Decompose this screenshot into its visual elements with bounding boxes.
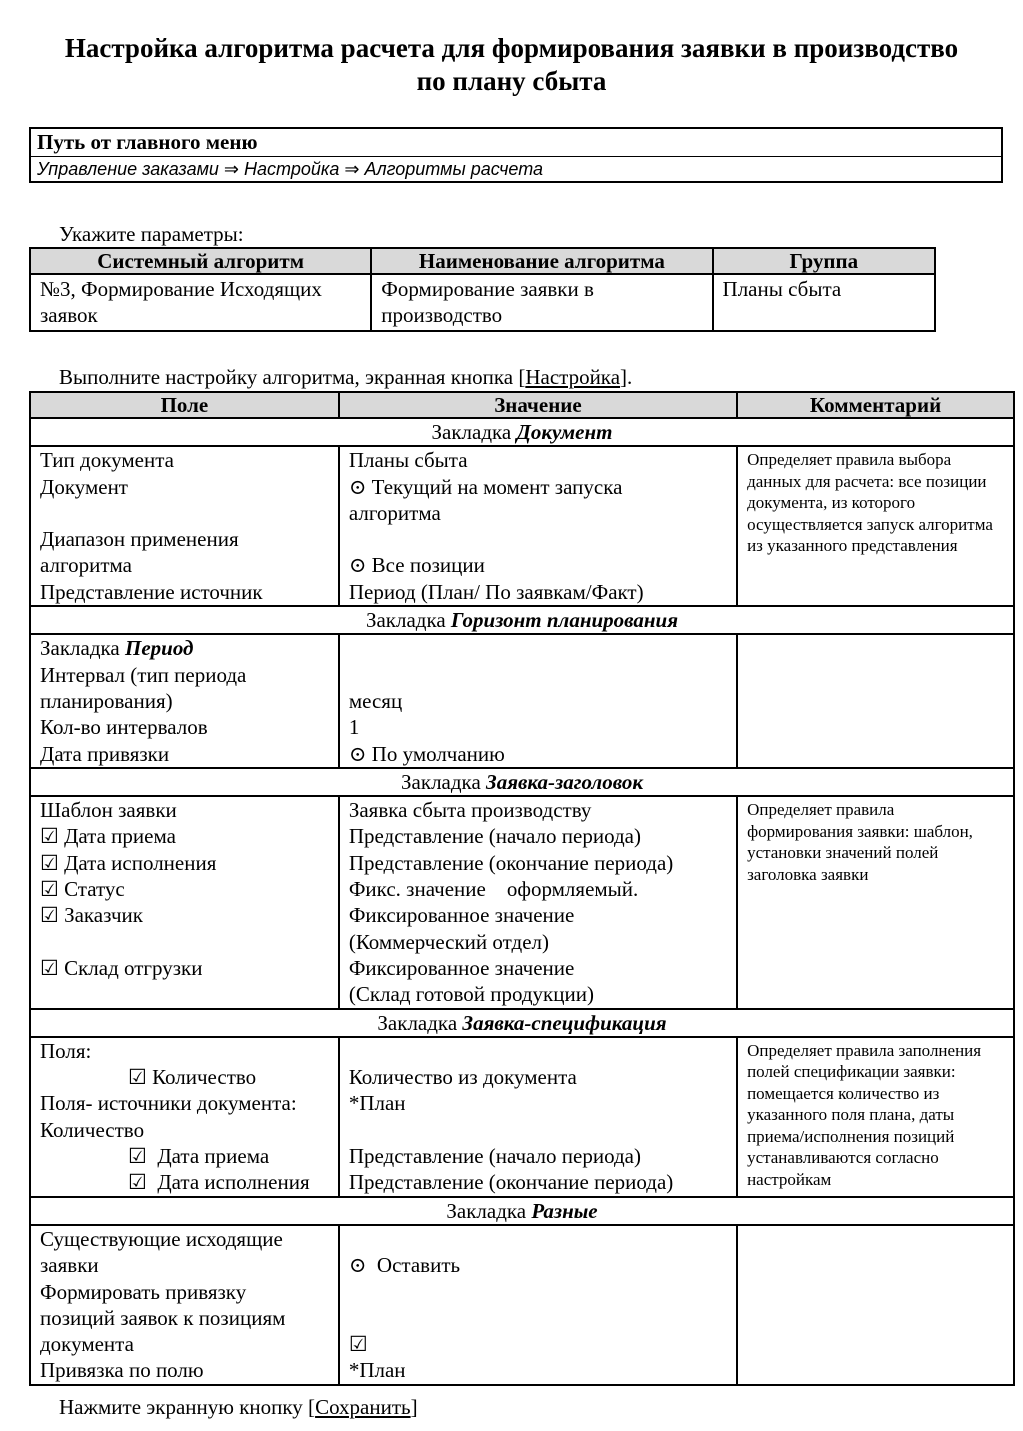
value-binding-field: *План <box>348 1358 406 1383</box>
field-form-binding-cont: позиций заявок к позициям <box>40 1305 286 1330</box>
field-receive-date: ☑ Дата приема <box>40 824 176 849</box>
title-line-2: по плану сбыта <box>416 66 607 96</box>
field-period-tab-word: Закладка <box>40 636 120 661</box>
setup-instruction-end: ]. <box>620 365 633 389</box>
field-doc-type: Тип документа <box>40 448 174 473</box>
doc-fields <box>30 446 339 606</box>
comment-document: Определяет правила выбора данных для расчета: все позиции документа, из которого осуществляется запуск алгоритма из указанного представления <box>737 446 1014 606</box>
tab-header-name: Заявка-заголовок <box>486 769 643 794</box>
params-header-group: Группа <box>713 248 935 274</box>
section-misc <box>30 1197 1014 1225</box>
value-quantity-source: *План <box>348 1091 406 1116</box>
tab-word: Закладка <box>431 420 512 444</box>
menu-path-box <box>29 127 1003 183</box>
field-quantity: ☑ Количество <box>128 1065 257 1090</box>
value-doc-type: Планы сбыта <box>348 448 468 473</box>
field-range: Диапазон применения <box>40 527 239 552</box>
save-instruction <box>59 1394 418 1420</box>
save-instruction-text: Нажмите экранную кнопку [ <box>59 1395 316 1419</box>
value-spec-receive-date: Представление (начало периода) <box>348 1144 641 1169</box>
save-button[interactable]: Сохранить <box>315 1395 411 1419</box>
field-fields: Поля: <box>40 1038 92 1063</box>
field-form-binding-cont2: документа <box>40 1332 134 1357</box>
setup-instruction-text: Выполните настройку алгоритма, экранная кнопка [ <box>59 365 526 389</box>
settings-header-comment: Комментарий <box>737 392 1014 418</box>
value-status: Фикс. значение оформляемый. <box>348 877 639 902</box>
params-cell-name: Формирование заявки в производство <box>371 274 712 331</box>
params-instruction: Укажите параметры: <box>59 222 244 246</box>
field-form-binding: Формировать привязку <box>40 1279 247 1304</box>
value-interval: месяц <box>348 688 403 713</box>
field-exec-date: ☑ Дата исполнения <box>40 850 217 875</box>
horizon-values <box>339 634 737 767</box>
value-form-binding-checkbox: ☑ <box>348 1332 368 1357</box>
field-period-tab <box>40 635 329 661</box>
field-status: ☑ Статус <box>40 877 125 902</box>
value-quantity: Количество из документа <box>348 1065 577 1090</box>
section-header <box>30 768 1014 796</box>
field-interval-cont: планирования) <box>40 688 173 713</box>
value-source-view: Период (План/ По заявкам/Факт) <box>348 579 644 604</box>
value-receive-date: Представление (начало периода) <box>348 824 641 849</box>
comment-header: Определяет правила формирования заявки: шаблон, установки значений полей заголовка заявки <box>737 796 1014 1008</box>
comment-spec: Определяет правила заполнения полей спецификации заявки: помещается количество из указанного поля плана, даты приема/исполнения позиций устанавливаются согласно настройкам <box>737 1037 1014 1197</box>
params-cell-system: №3, Формирование Исходящих заявок <box>30 274 371 331</box>
field-source-view: Представление источник <box>40 579 263 604</box>
tab-spec-name: Заявка-спецификация <box>462 1010 667 1035</box>
save-instruction-end: ] <box>410 1395 418 1419</box>
params-header-name: Наименование алгоритма <box>371 248 712 274</box>
tab-horizon-name: Горизонт планирования <box>450 608 679 633</box>
tab-misc-name: Разные <box>531 1198 598 1223</box>
params-cell-group: Планы сбыта <box>713 274 935 331</box>
tab-document-name: Документ <box>516 420 613 444</box>
value-document-radio: ⊙ Текущий на момент запуска <box>348 474 623 499</box>
value-anchor-date-radio: ⊙ По умолчанию <box>348 741 505 766</box>
tab-word: Закладка <box>377 1010 458 1035</box>
value-warehouse: Фиксированное значение <box>348 955 575 980</box>
field-spec-receive-date: ☑ Дата приема <box>128 1144 270 1169</box>
menu-path-route: Управление заказами ⇒ Настройка ⇒ Алгоритмы расчета <box>37 159 544 179</box>
misc-fields <box>30 1225 339 1385</box>
value-existing-requests-radio: ⊙ Оставить <box>348 1253 461 1278</box>
value-template: Заявка сбыта производству <box>348 798 592 823</box>
setup-button[interactable]: Настройка <box>525 365 621 389</box>
value-customer: Фиксированное значение <box>348 903 575 928</box>
horizon-fields <box>30 634 339 767</box>
section-horizon <box>30 606 1014 634</box>
field-template: Шаблон заявки <box>40 798 177 823</box>
tab-word: Закладка <box>365 608 446 633</box>
header-fields <box>30 796 339 1008</box>
field-anchor-date: Дата привязки <box>40 741 170 766</box>
field-range-cont: алгоритма <box>40 553 132 578</box>
settings-header-field: Поле <box>30 392 339 418</box>
value-warehouse-cont: (Склад готовой продукции) <box>348 982 594 1007</box>
value-interval-count: 1 <box>348 715 360 740</box>
field-source-fields: Поля- источники документа: <box>40 1091 297 1116</box>
value-exec-date: Представление (окончание периода) <box>348 850 674 875</box>
title-line-1: Настройка алгоритма расчета для формирования заявки в производство <box>64 33 959 63</box>
value-range-radio: ⊙ Все позиции <box>348 553 485 578</box>
settings-table <box>29 391 1015 1386</box>
field-customer: ☑ Заказчик <box>40 903 144 928</box>
field-interval-count: Кол-во интервалов <box>40 715 208 740</box>
field-period-tab-name: Период <box>124 636 194 661</box>
value-spec-exec-date: Представление (окончание периода) <box>348 1170 674 1195</box>
settings-header-value: Значение <box>339 392 737 418</box>
section-document <box>30 418 1014 446</box>
field-existing-requests-cont: заявки <box>40 1253 99 1278</box>
field-warehouse: ☑ Склад отгрузки <box>40 955 203 980</box>
header-values <box>339 796 737 1008</box>
misc-values <box>339 1225 737 1385</box>
value-customer-cont: (Коммерческий отдел) <box>348 929 550 954</box>
menu-path-header: Путь от главного меню <box>31 129 1001 157</box>
value-document-cont: алгоритма <box>348 500 441 525</box>
comment-misc <box>737 1225 1014 1385</box>
field-interval: Интервал (тип периода <box>40 662 247 687</box>
doc-values <box>339 446 737 606</box>
field-document: Документ <box>40 474 128 499</box>
setup-instruction <box>59 364 632 390</box>
field-quantity-source: Количество <box>40 1117 145 1142</box>
page-title <box>20 32 1003 98</box>
field-binding-field: Привязка по полю <box>40 1358 204 1383</box>
comment-horizon <box>737 634 1014 767</box>
params-table <box>29 247 936 332</box>
spec-values <box>339 1037 737 1197</box>
field-existing-requests: Существующие исходящие <box>40 1226 283 1251</box>
tab-word: Закладка <box>446 1198 527 1223</box>
section-spec <box>30 1009 1014 1037</box>
tab-word: Закладка <box>401 769 481 794</box>
params-header-system: Системный алгоритм <box>30 248 371 274</box>
spec-fields <box>30 1037 339 1197</box>
field-spec-exec-date: ☑ Дата исполнения <box>128 1170 310 1195</box>
